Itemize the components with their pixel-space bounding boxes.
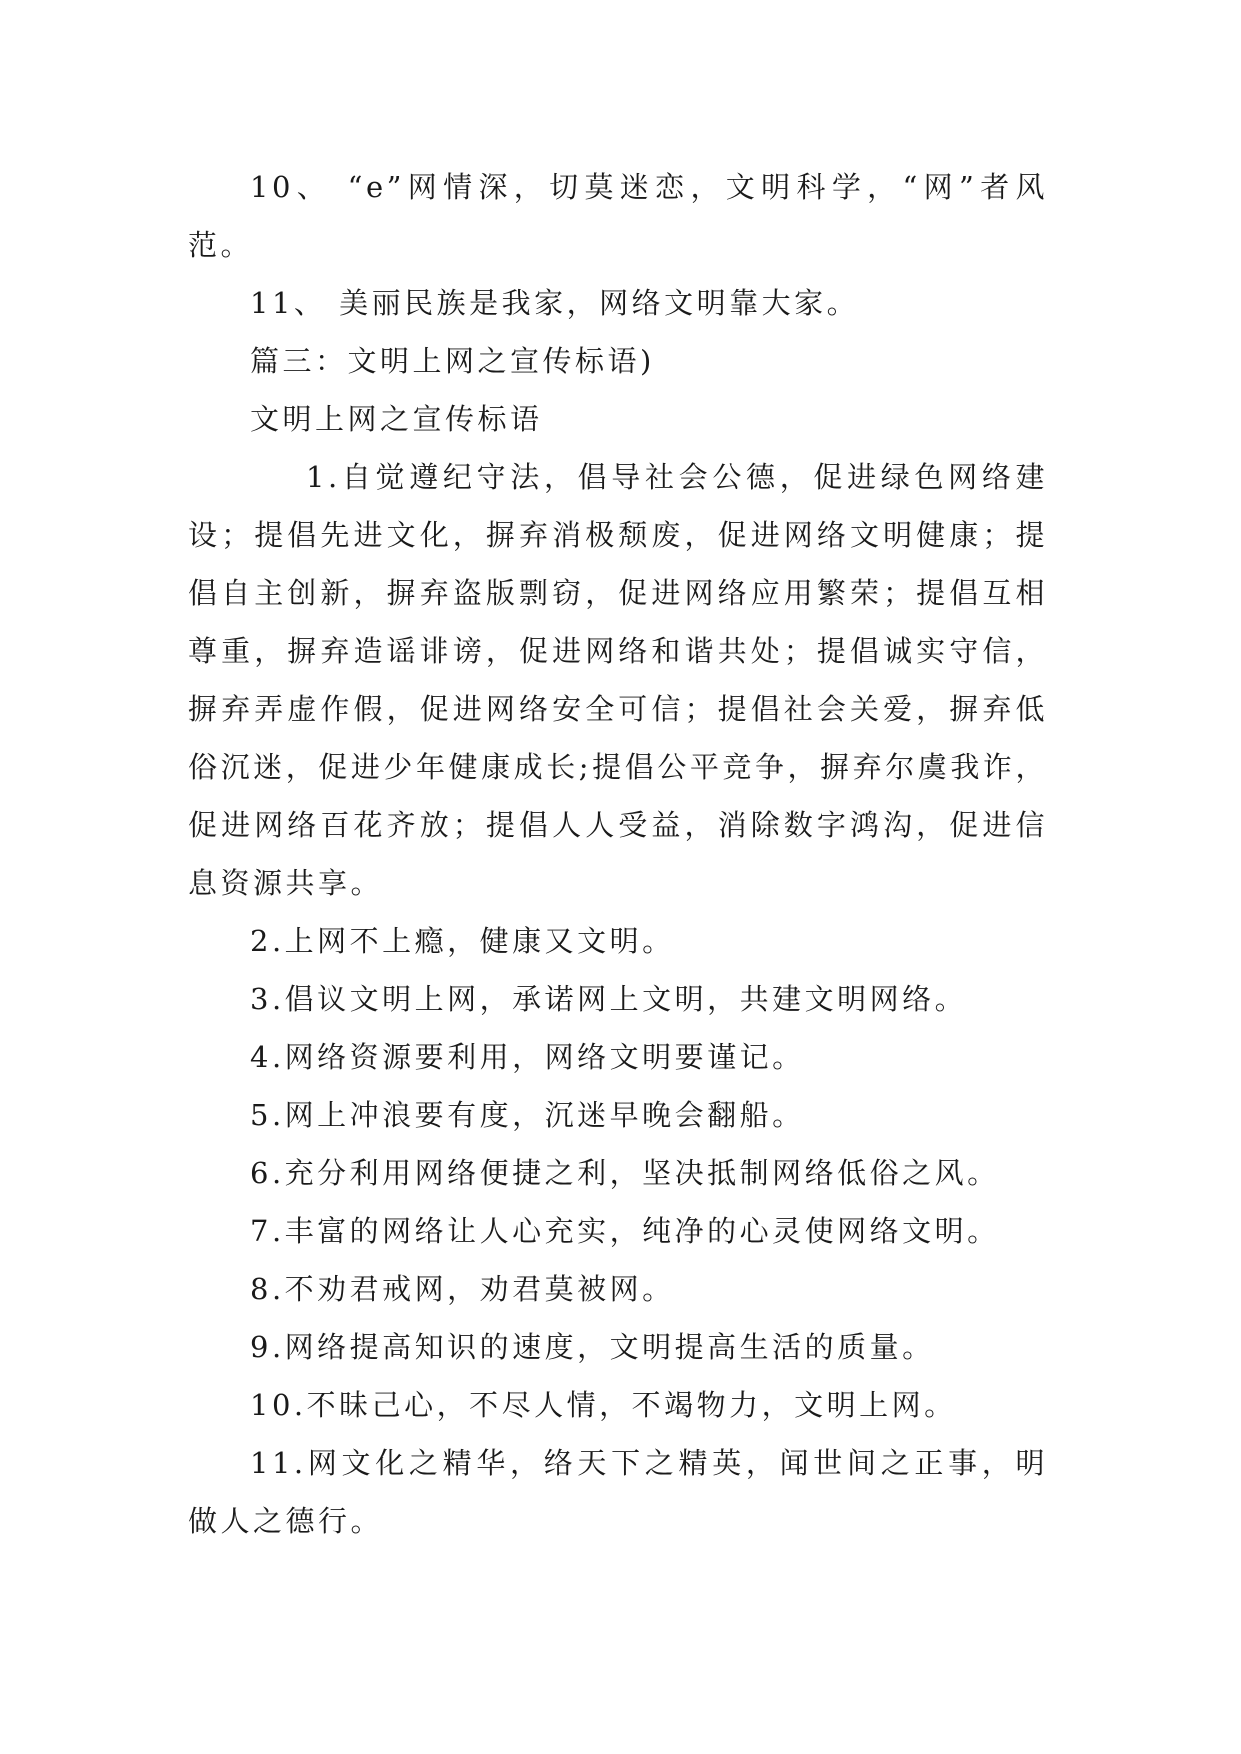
list-item-9: 9.网络提高知识的速度，文明提高生活的质量。 [250, 1330, 935, 1364]
list-item-10: 10.不昧己心，不尽人情，不竭物力，文明上网。 [250, 1388, 957, 1422]
list-item-4: 4.网络资源要利用，网络文明要谨记。 [250, 1040, 805, 1074]
paragraph-slogan-11: 11、 美丽民族是我家，网络文明靠大家。 [250, 286, 860, 320]
list-item-3: 3.倡议文明上网，承诺网上文明，共建文明网络。 [250, 982, 968, 1016]
section-heading: 篇三：文明上网之宣传标语) [250, 344, 655, 378]
list-item-1: 1.自觉遵纪守法，倡导社会公德，促进绿色网络建设；提倡先进文化，摒弃消极颓废，促进网络文明健康；提倡自主创新，摒弃盗版剽窃，促进网络应用繁荣；提倡互相尊重，摒弃造谣诽谤，促进网络和谐共处；提倡诚实守信，摒弃弄虚作假，促进网络安全可信；提倡社会关爱，摒弃低俗沉迷，促进少年健康成长;提倡公平竞争，摒弃尔虞我诈，促进网络百花齐放；提倡人人受益，消除数字鸿沟，促进信息资源共享。 [188, 460, 1048, 900]
list-item-5: 5.网上冲浪要有度，沉迷早晚会翻船。 [250, 1098, 805, 1132]
list-item-2: 2.上网不上瘾，健康又文明。 [250, 924, 675, 958]
list-item-7: 7.丰富的网络让人心充实，纯净的心灵使网络文明。 [250, 1214, 1000, 1248]
document-body [188, 158, 1048, 1550]
list-item-6: 6.充分利用网络便捷之利，坚决抵制网络低俗之风。 [250, 1156, 1000, 1190]
list-item-8: 8.不劝君戒网，劝君莫被网。 [250, 1272, 675, 1306]
section-title: 文明上网之宣传标语 [250, 402, 543, 436]
list-item-11: 11.网文化之精华，络天下之精英，闻世间之正事，明做人之德行。 [188, 1446, 1048, 1538]
paragraph-slogan-10: 10、 “e”网情深，切莫迷恋，文明科学，“网”者风范。 [188, 170, 1048, 262]
